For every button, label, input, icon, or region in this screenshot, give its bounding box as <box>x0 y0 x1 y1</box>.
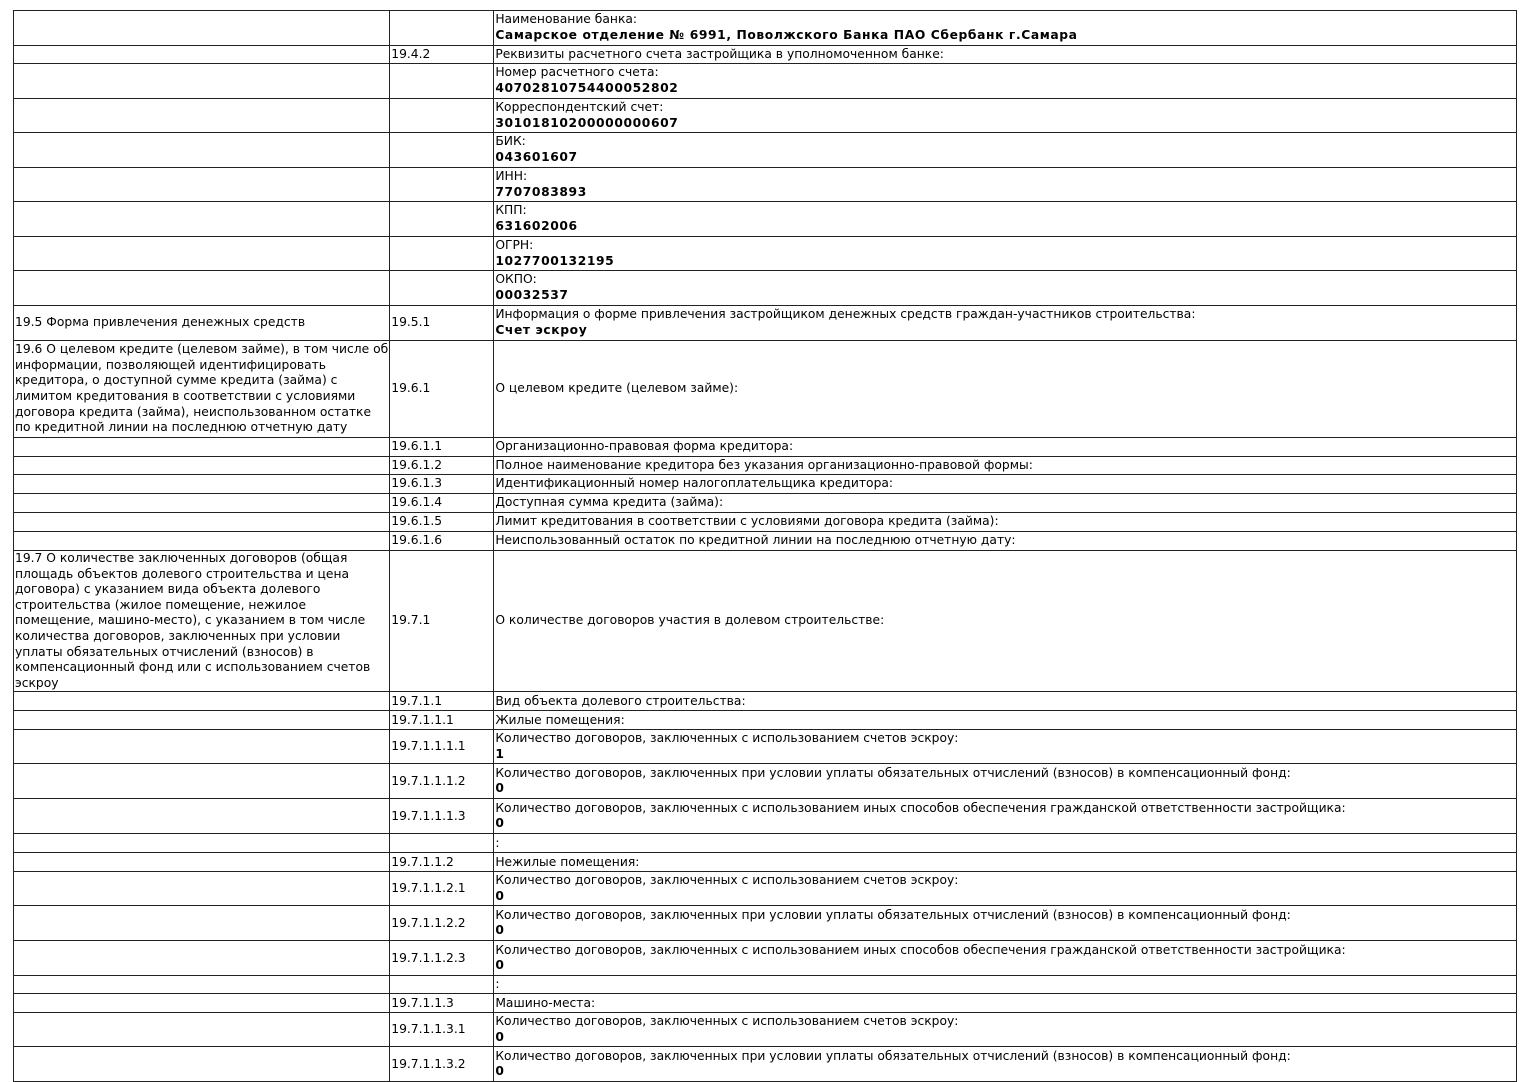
field-label: : <box>495 835 500 850</box>
code-cell <box>390 202 494 237</box>
field-label: Вид объекта долевого строительства: <box>495 693 746 708</box>
content-cell <box>494 551 1517 692</box>
field-label: Количество договоров, заключенных с использованием счетов эскроу: <box>495 873 959 888</box>
content-cell <box>494 976 1517 994</box>
code-cell: 19.4.2 <box>390 46 494 64</box>
code-cell: 19.6.1.6 <box>390 532 494 551</box>
table-row <box>14 853 1517 872</box>
table-row <box>14 994 1517 1013</box>
section-cell <box>14 853 390 872</box>
table-row <box>14 237 1517 271</box>
content-cell <box>494 1013 1517 1047</box>
content-cell <box>494 711 1517 730</box>
field-label: Информация о форме привлечения застройщиком денежных средств граждан-участников строительства: <box>495 307 1196 322</box>
field-label: : <box>495 977 500 992</box>
code-cell: 19.7.1.1.2 <box>390 853 494 872</box>
section-cell <box>14 872 390 906</box>
field-value: 00032537 <box>495 288 569 302</box>
section-cell <box>14 438 390 457</box>
section-cell <box>14 799 390 834</box>
field-label: Идентификационный номер налогоплательщика кредитора: <box>495 476 894 491</box>
code-cell <box>390 237 494 271</box>
field-value: 0 <box>495 1029 505 1044</box>
content-cell <box>494 513 1517 532</box>
section-cell <box>14 494 390 513</box>
field-value: 631602006 <box>495 219 578 233</box>
field-label: ИНН: <box>495 168 528 183</box>
code-cell: 19.7.1.1.3.2 <box>390 1047 494 1082</box>
field-value: 1027700132195 <box>495 253 615 268</box>
table-row <box>14 764 1517 799</box>
section-cell: 19.7 О количестве заключенных договоров (общая площадь объектов долевого строительства и цена договора) с указанием вида объекта долевого строительства (жилое помещение, нежилое помещение, машино-место), с указанием в том числе количества договоров, заключенных при условии уплаты обязательных отчислений (взносов) в компенсационный фонд или с использованием счетов эскроу <box>14 551 390 692</box>
content-cell <box>494 494 1517 513</box>
section-cell: 19.6 О целевом кредите (целевом займе), в том числе об информации, позволяющей идентифицировать кредитора, о доступной сумме кредита (займа) с лимитом кредитования в соответствии с условиями договора кредита (займа), неиспользованном остатке по кредитной линии на последнюю отчетную дату <box>14 341 390 438</box>
field-label: Неиспользованный остаток по кредитной линии на последнюю отчетную дату: <box>495 533 1016 548</box>
section-cell <box>14 168 390 202</box>
table-row <box>14 730 1517 764</box>
code-cell: 19.5.1 <box>390 306 494 341</box>
table-row <box>14 457 1517 475</box>
section-cell: 19.5 Форма привлечения денежных средств <box>14 306 390 341</box>
field-label: Нежилые помещения: <box>495 854 640 869</box>
field-label: Наименование банка: <box>495 12 638 27</box>
field-value: 40702810754400052802 <box>495 81 679 95</box>
code-cell: 19.7.1.1.1.2 <box>390 764 494 799</box>
field-label: О целевом кредите (целевом займе): <box>495 381 739 396</box>
code-cell: 19.7.1.1.2.1 <box>390 872 494 906</box>
code-cell: 19.7.1.1.1.3 <box>390 799 494 834</box>
content-cell <box>494 11 1517 46</box>
code-cell: 19.7.1.1.2.3 <box>390 941 494 976</box>
section-cell <box>14 711 390 730</box>
table-row <box>14 834 1517 853</box>
section-cell <box>14 271 390 306</box>
code-cell <box>390 976 494 994</box>
table-row <box>14 133 1517 168</box>
content-cell <box>494 764 1517 799</box>
code-cell: 19.6.1.3 <box>390 475 494 494</box>
table-row <box>14 976 1517 994</box>
code-cell: 19.7.1.1 <box>390 692 494 711</box>
table-row <box>14 46 1517 64</box>
section-cell <box>14 941 390 976</box>
code-cell: 19.6.1.1 <box>390 438 494 457</box>
content-cell <box>494 237 1517 271</box>
field-label: Лимит кредитования в соответствии с условиями договора кредита (займа): <box>495 514 999 529</box>
section-cell <box>14 994 390 1013</box>
content-cell <box>494 168 1517 202</box>
section-cell <box>14 457 390 475</box>
content-cell <box>494 341 1517 438</box>
field-label: Количество договоров, заключенных с использованием счетов эскроу: <box>495 731 959 746</box>
table-row <box>14 438 1517 457</box>
table-row <box>14 99 1517 133</box>
field-value: 30101810200000000607 <box>495 115 679 130</box>
content-cell <box>494 457 1517 475</box>
table-row <box>14 711 1517 730</box>
content-cell <box>494 271 1517 306</box>
code-cell <box>390 64 494 99</box>
content-cell <box>494 994 1517 1013</box>
content-cell <box>494 1047 1517 1082</box>
content-cell <box>494 46 1517 64</box>
section-cell <box>14 202 390 237</box>
code-cell: 19.6.1.2 <box>390 457 494 475</box>
content-cell <box>494 438 1517 457</box>
table-row <box>14 341 1517 438</box>
field-value: 0 <box>495 781 505 796</box>
code-cell: 19.7.1.1.1.1 <box>390 730 494 764</box>
content-cell <box>494 64 1517 99</box>
content-cell <box>494 799 1517 834</box>
field-value: 0 <box>495 888 505 903</box>
content-cell <box>494 475 1517 494</box>
field-label: Количество договоров, заключенных с использованием иных способов обеспечения гражданской ответственности застройщика: <box>495 942 1346 957</box>
field-value: 0 <box>495 816 505 831</box>
section-cell <box>14 46 390 64</box>
field-label: КПП: <box>495 203 527 218</box>
section-cell <box>14 834 390 853</box>
section-cell <box>14 730 390 764</box>
code-cell <box>390 834 494 853</box>
content-cell <box>494 834 1517 853</box>
table-row <box>14 941 1517 976</box>
content-cell <box>494 532 1517 551</box>
table-row <box>14 551 1517 692</box>
section-cell <box>14 532 390 551</box>
content-cell <box>494 133 1517 168</box>
field-label: Номер расчетного счета: <box>495 65 659 80</box>
field-label: ОКПО: <box>495 272 537 287</box>
table-row <box>14 513 1517 532</box>
table-row <box>14 11 1517 46</box>
table-row <box>14 799 1517 834</box>
field-label: ОГРН: <box>495 237 534 252</box>
field-value: 0 <box>495 923 505 938</box>
content-cell <box>494 202 1517 237</box>
table-row <box>14 168 1517 202</box>
code-cell: 19.7.1.1.1 <box>390 711 494 730</box>
field-label: Количество договоров, заключенных при условии уплаты обязательных отчислений (взносов) в компенсационный фонд: <box>495 1048 1291 1063</box>
field-label: О количестве договоров участия в долевом строительстве: <box>495 613 885 628</box>
field-label: Жилые помещения: <box>495 712 625 727</box>
table-row <box>14 872 1517 906</box>
field-value: 0 <box>495 1064 505 1079</box>
section-cell <box>14 99 390 133</box>
code-cell: 19.7.1.1.3 <box>390 994 494 1013</box>
code-cell: 19.7.1.1.3.1 <box>390 1013 494 1047</box>
section-cell <box>14 237 390 271</box>
code-cell <box>390 133 494 168</box>
section-cell <box>14 133 390 168</box>
content-cell <box>494 99 1517 133</box>
code-cell: 19.6.1.5 <box>390 513 494 532</box>
table-row <box>14 271 1517 306</box>
section-cell <box>14 692 390 711</box>
table-row <box>14 64 1517 99</box>
code-cell: 19.7.1.1.2.2 <box>390 906 494 941</box>
table-row <box>14 1047 1517 1082</box>
field-label: Реквизиты расчетного счета застройщика в уполномоченном банке: <box>495 46 944 61</box>
code-cell <box>390 99 494 133</box>
field-value: 7707083893 <box>495 184 587 199</box>
table-row <box>14 692 1517 711</box>
section-cell <box>14 1047 390 1082</box>
field-label: Количество договоров, заключенных при условии уплаты обязательных отчислений (взносов) в компенсационный фонд: <box>495 907 1291 922</box>
code-cell: 19.6.1 <box>390 341 494 438</box>
field-label: Полное наименование кредитора без указания организационно-правовой формы: <box>495 457 1033 472</box>
code-cell: 19.6.1.4 <box>390 494 494 513</box>
content-cell <box>494 730 1517 764</box>
section-cell <box>14 1013 390 1047</box>
section-cell <box>14 976 390 994</box>
table-row <box>14 202 1517 237</box>
content-cell <box>494 853 1517 872</box>
field-label: БИК: <box>495 134 526 149</box>
table-row <box>14 1013 1517 1047</box>
content-cell <box>494 692 1517 711</box>
content-cell <box>494 941 1517 976</box>
field-value: Счет эскроу <box>495 323 588 337</box>
field-label: Машино-места: <box>495 995 596 1010</box>
code-cell: 19.7.1 <box>390 551 494 692</box>
table-body <box>14 11 1517 1082</box>
section-cell <box>14 764 390 799</box>
section-cell <box>14 475 390 494</box>
code-cell <box>390 11 494 46</box>
content-cell <box>494 906 1517 941</box>
section-cell <box>14 906 390 941</box>
section-cell <box>14 64 390 99</box>
field-label: Количество договоров, заключенных с использованием иных способов обеспечения гражданской ответственности застройщика: <box>495 800 1346 815</box>
content-cell <box>494 306 1517 341</box>
field-value: 043601607 <box>495 150 578 164</box>
field-label: Организационно-правовая форма кредитора: <box>495 439 794 454</box>
table-row <box>14 494 1517 513</box>
disclosure-table <box>13 10 1517 1082</box>
code-cell <box>390 271 494 306</box>
table-row <box>14 475 1517 494</box>
table-row <box>14 906 1517 941</box>
field-label: Количество договоров, заключенных при условии уплаты обязательных отчислений (взносов) в компенсационный фонд: <box>495 765 1291 780</box>
field-label: Количество договоров, заключенных с использованием счетов эскроу: <box>495 1014 959 1029</box>
field-value: 1 <box>495 746 505 761</box>
section-cell <box>14 513 390 532</box>
field-label: Доступная сумма кредита (займа): <box>495 495 724 510</box>
table-row <box>14 306 1517 341</box>
code-cell <box>390 168 494 202</box>
table-row <box>14 532 1517 551</box>
content-cell <box>494 872 1517 906</box>
field-value: 0 <box>495 958 505 973</box>
field-label: Корреспондентский счет: <box>495 99 664 114</box>
field-value: Самарское отделение № 6991, Поволжского Банка ПАО Сбербанк г.Самара <box>495 28 1078 42</box>
section-cell <box>14 11 390 46</box>
